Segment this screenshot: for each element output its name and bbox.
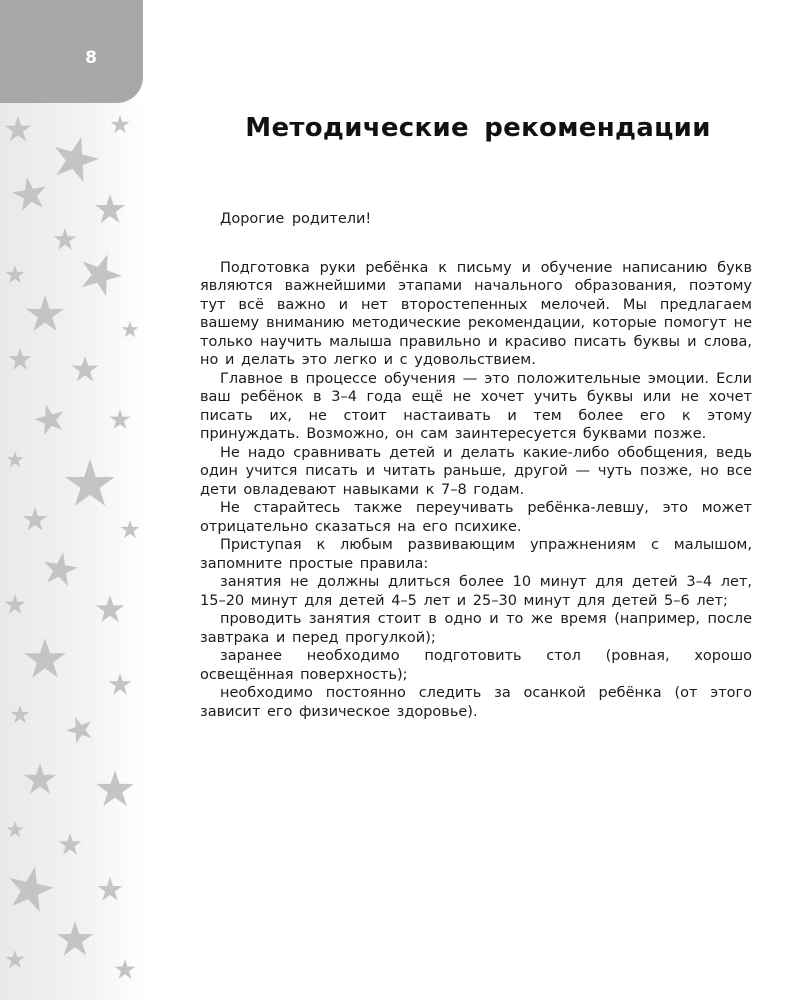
- page-number: 8: [85, 48, 97, 68]
- rule-list-item: занятия не должны длиться более 10 минут для детей 3–4 лет, 15–20 минут для детей 4–5 лет и 25–30 минут для детей 5–6 лет;: [200, 574, 752, 609]
- page-title: Методические рекомендации: [245, 113, 711, 144]
- paragraph: Главное в процессе обучения — это положительные эмоции. Если ваш ребёнок в 3–4 года ещё не хочет учить буквы или не хочет писать их, не стоит настаивать и тем более его к этому принуждать. Возможно, он сам заинтересуется буквами позже.: [200, 370, 752, 442]
- stars-decoration-icon: [0, 100, 145, 1000]
- rule-list-item: необходимо постоянно следить за осанкой ребёнка (от этого зависит его физическое здоровье).: [200, 685, 752, 720]
- paragraph: Не надо сравнивать детей и делать какие-либо обобщения, ведь один учится писать и читать раньше, другой — чуть позже, но все дети овладевают навыками к 7–8 годам.: [200, 444, 752, 498]
- greeting: Дорогие родители!: [220, 211, 372, 227]
- page-number-tab: [0, 0, 143, 103]
- paragraph: Не старайтесь также переучивать ребёнка-левшу, это может отрицательно сказаться на его психике.: [200, 500, 752, 535]
- rule-list-item: проводить занятия стоит в одно и то же время (например, после завтрака и перед прогулкой);: [200, 611, 752, 646]
- article-body: [200, 210, 752, 721]
- decorative-star-band: [0, 100, 145, 1000]
- paragraph: Подготовка руки ребёнка к письму и обучение написанию букв являются важнейшими этапами начального образования, поэтому тут всё важно и нет второстепенных мелочей. Мы предлагаем вашему вниманию методические рекомендации, которые помогут не только научить малыша правильно и красиво писать буквы и слова, но и делать это легко и с удовольствием.: [200, 259, 752, 368]
- paragraph: Приступая к любым развивающим упражнениям с малышом, запомните простые правила:: [200, 537, 752, 572]
- rule-list-item: заранее необходимо подготовить стол (ровная, хорошо освещённая поверхность);: [200, 648, 752, 683]
